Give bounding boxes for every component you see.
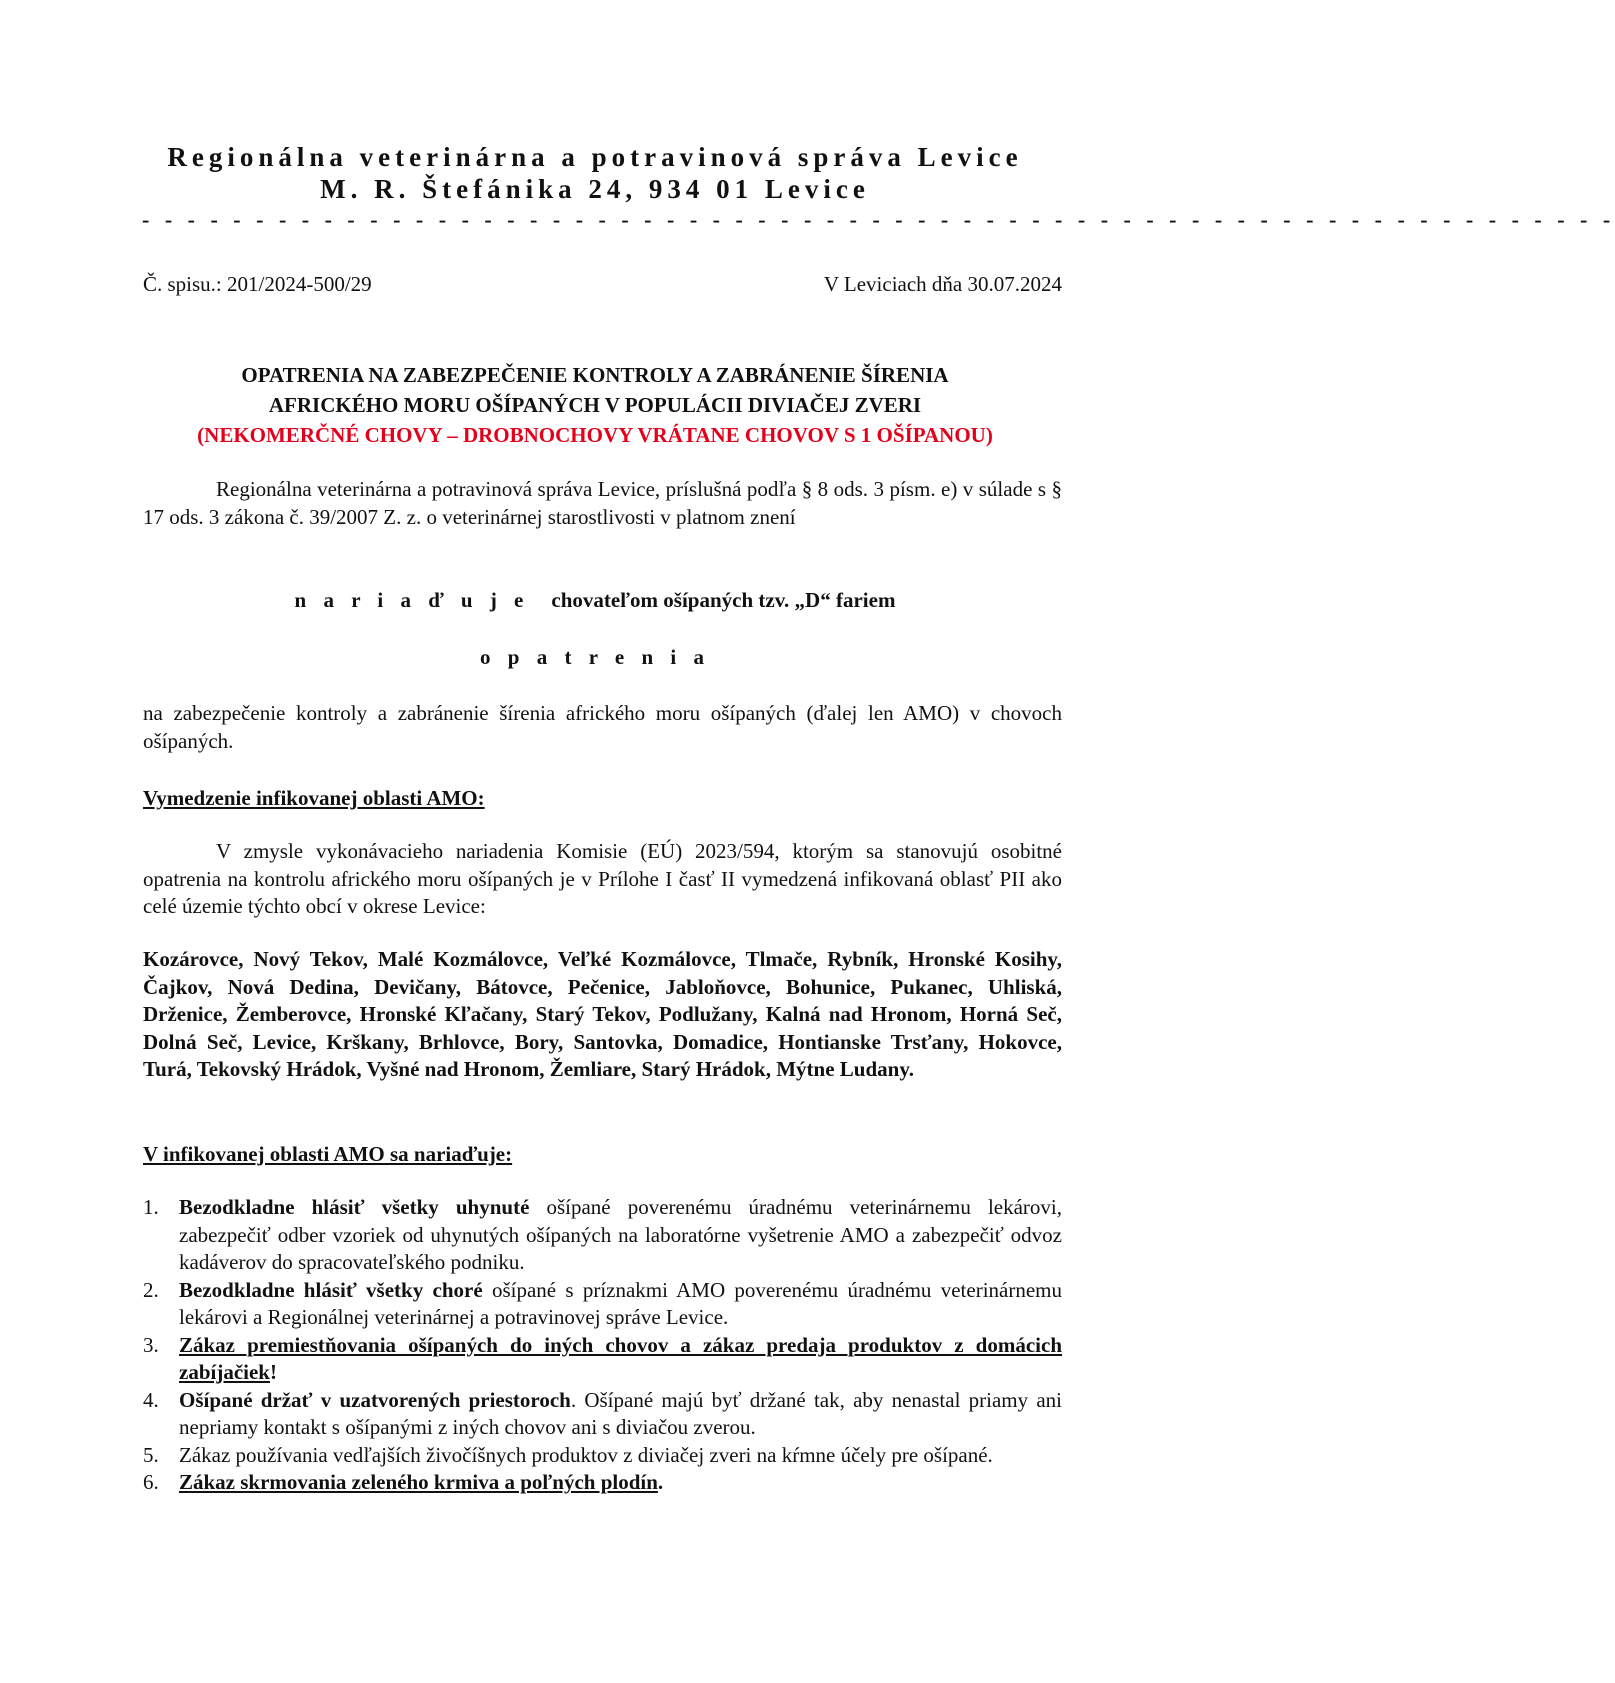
list-item-text: ! xyxy=(269,1360,277,1384)
measures-heading: o p a t r e n i a xyxy=(480,645,710,669)
list-item-text: . Ošípané majú byť držané tak, aby nenastal priamy ani nepriamy kontakt s ošípanými z iných chovov ani s diviačou zverou. xyxy=(179,1387,1062,1439)
list-item-emphasis: Bezodkladne hlásiť všetky uhynuté xyxy=(179,1195,530,1219)
document-title-line-2: AFRICKÉHO MORU OŠÍPANÝCH V POPULÁCII DIVIAČEJ ZVERI xyxy=(268,393,922,417)
list-item-number: 6. xyxy=(143,1470,159,1494)
order-addressee: chovateľom ošípaných tzv. „D“ fariem xyxy=(551,588,896,612)
order-verb: n a r i a ď u j e xyxy=(294,588,530,612)
list-item xyxy=(143,1277,1062,1332)
list-item-emphasis: Ošípané držať v uzatvorených priestoroch xyxy=(179,1387,571,1412)
list-item-emphasis: Zákaz skrmovania zeleného krmiva a poľných plodín xyxy=(179,1470,658,1494)
list-item-text: ošípané poverenému úradnému veterinárnemu lekárovi, zabezpečiť odber vzoriek od uhynutých ošípaných na laboratórne vyšetrenie AMO a zabezpečiť odvoz kadáverov do spracovateľského podniku. xyxy=(179,1195,1063,1274)
intro-paragraph: Regionálna veterinárna a potravinová správa Levice, príslušná podľa § 8 ods. 3 písm. e) v súlade s § 17 ods. 3 zákona č. 39/2007 Z. z. o veterinárnej starostlivosti v platnom znení xyxy=(143,477,1062,529)
list-item xyxy=(143,1387,1062,1442)
towns-list: Kozárovce, Nový Tekov, Malé Kozmálovce, Veľké Kozmálovce, Tlmače, Rybník, Hronské Kosihy, Čajkov, Nová Dedina, Devičany, Bátovce, Pečenice, Jabloňovce, Bohunice, Pukanec, Uhliská, Drženice, Žemberovce, Hronské Kľačany, Starý Tekov, Podlužany, Kalná nad Hronom, Horná Seč, Dolná Seč, Levice, Krškany, Brhlovce, Bory, Santovka, Domadice, Hontianske Trsťany, Hokovce, Turá, Tekovský Hrádok, Vyšné nad Hronom, Žemliare, Starý Hrádok, Mýtne Ludany. xyxy=(143,947,1062,1081)
file-number: Č. spisu.: 201/2024-500/29 xyxy=(143,272,372,296)
list-item-text: ošípané s príznakmi AMO poverenému úradnému veterinárnemu lekárovi a Regionálnej veterinárnej a potravinovej správe Levice. xyxy=(179,1277,1062,1329)
list-item xyxy=(143,1469,1062,1497)
place-and-date: V Leviciach dňa 30.07.2024 xyxy=(823,272,1062,296)
purpose-paragraph: na zabezpečenie kontroly a zabránenie šírenia afrického moru ošípaných (ďalej len AMO) v chovoch ošípaných. xyxy=(143,701,1062,753)
list-item-number: 2. xyxy=(143,1277,159,1302)
authority-name: Regionálna veterinárna a potravinová správa Levice xyxy=(167,142,1023,172)
list-item xyxy=(143,1332,1062,1387)
document-subtitle-red: (NEKOMERČNÉ CHOVY – DROBNOCHOVY VRÁTANE CHOVOV S 1 OŠÍPANOU) xyxy=(197,423,993,447)
document-title-line-1: OPATRENIA NA ZABEZPEČENIE KONTROLY A ZABRÁNENIE ŠÍRENIA xyxy=(241,363,949,387)
order-line xyxy=(0,588,1190,613)
list-item-number: 1. xyxy=(143,1195,159,1219)
list-item xyxy=(143,1442,1062,1470)
list-item-number: 3. xyxy=(143,1332,159,1357)
list-item xyxy=(143,1194,1062,1277)
regulation-paragraph: V zmysle vykonávacieho nariadenia Komisie (EÚ) 2023/594, ktorým sa stanovujú osobitné opatrenia na kontrolu afrického moru ošípaných je v Prílohe I časť II vymedzená infikovaná oblasť PII ako celé územie týchto obcí v okrese Levice: xyxy=(143,839,1062,918)
section-heading-infected-area: Vymedzenie infikovanej oblasti AMO: xyxy=(143,786,485,810)
list-item-text: . xyxy=(657,1470,664,1494)
list-item-text: Zákaz používania vedľajších živočíšnych produktov z diviačej zveri na kŕmne účely pre ošípané. xyxy=(179,1442,993,1467)
measures-list xyxy=(143,1194,1062,1497)
list-item-number: 4. xyxy=(143,1387,159,1412)
header-divider: - - - - - - - - - - - - - - - - - - - - - - - - - - - - - - - - - - - - - - - - - - - - - - - - - - - - - - - - - - - - - - - - - xyxy=(142,207,1615,232)
list-item-emphasis: Bezodkladne hlásiť všetky choré xyxy=(179,1277,483,1302)
section-heading-orders: V infikovanej oblasti AMO sa nariaďuje: xyxy=(143,1142,513,1166)
authority-address: M. R. Štefánika 24, 934 01 Levice xyxy=(320,174,870,204)
list-item-number: 5. xyxy=(143,1442,159,1467)
list-item-emphasis: Zákaz premiestňovania ošípaných do iných chovov a zákaz predaja produktov z domácich zabíjačiek xyxy=(179,1332,1062,1384)
